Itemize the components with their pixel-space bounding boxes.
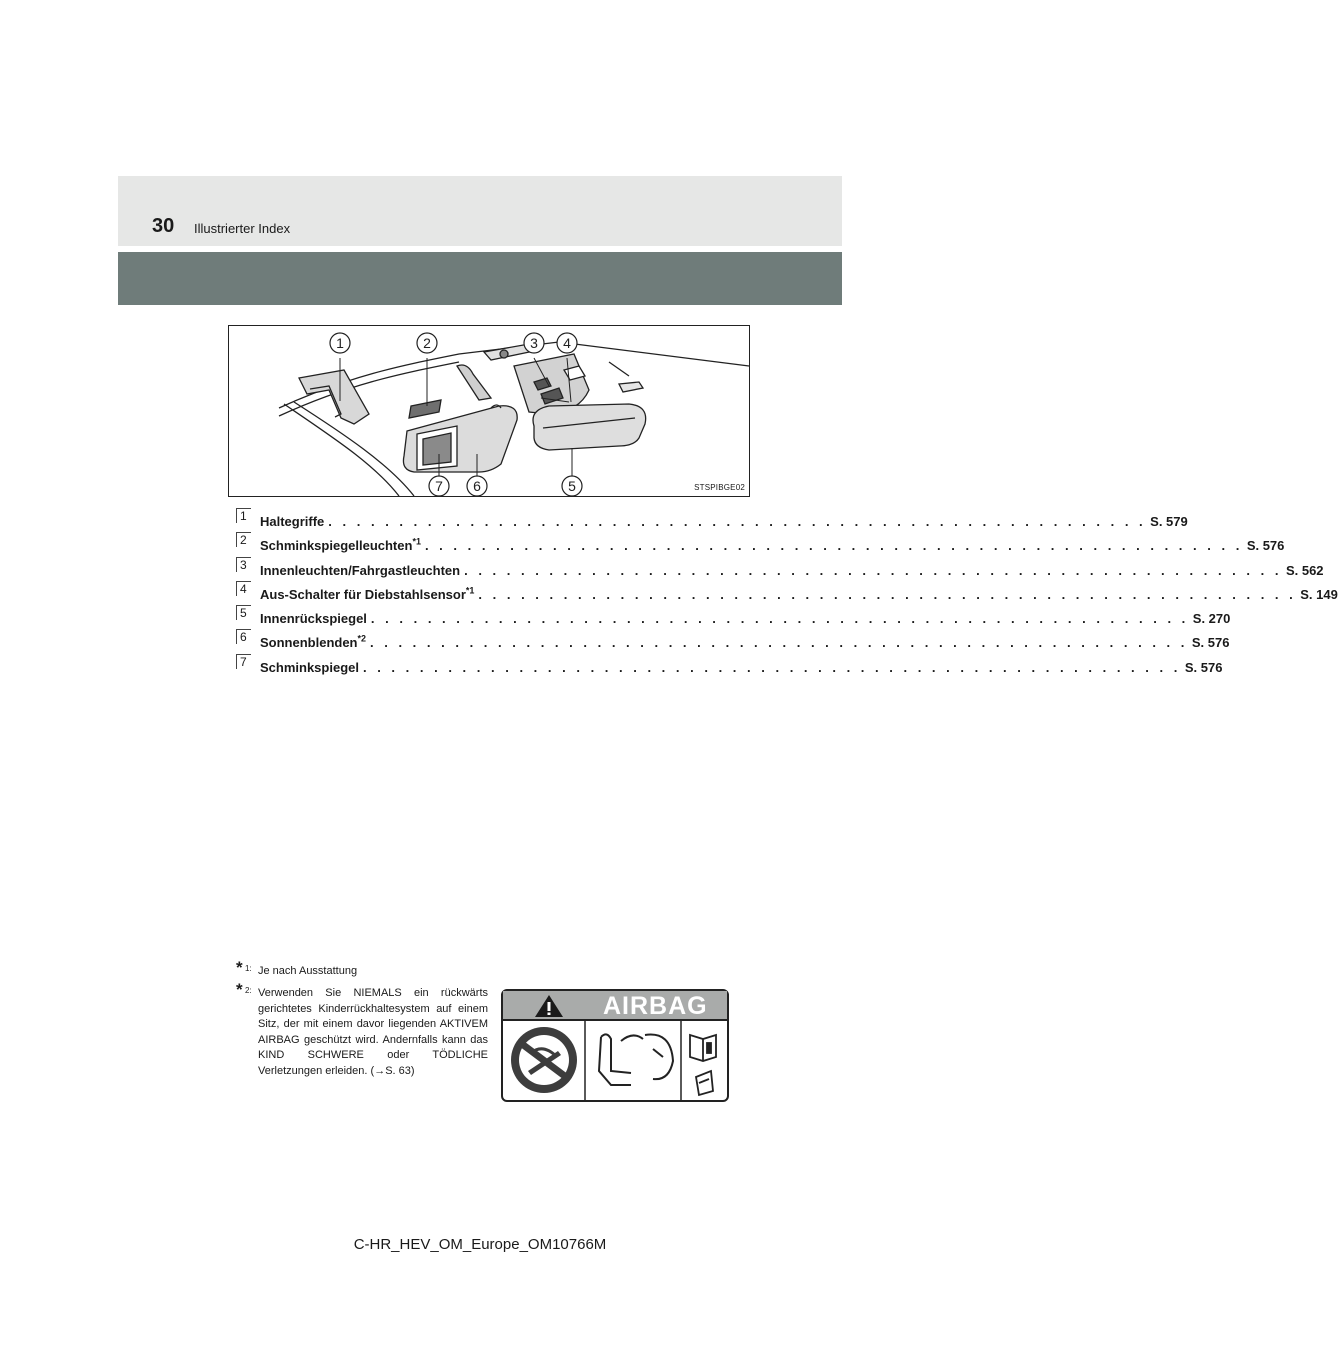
item-label: Sonnenblenden [260,635,358,651]
footnote-2 [236,980,488,1079]
page-ref-link[interactable]: S. 576 [1246,538,1285,554]
page-ref-link[interactable]: S. 576 [1191,635,1230,651]
callout-5: 5 [568,478,576,494]
footnote-asterisk: * [236,980,243,999]
section-title: Illustrierter Index [194,221,291,236]
manual-icon [690,1035,716,1095]
item-sup: *1 [412,536,421,547]
item-label: Haltegriffe [260,514,325,529]
index-list [236,508,1338,678]
index-item [236,508,1188,532]
leader-dots: . . . . . . . . . . . . . . . . . . . . . . . . . . . . . . . . . . . . . . . . . . . . . . . . . . . . . . . . . . [328,514,1147,529]
header-band-dark [118,252,842,305]
figure-code: STSPIBGE02 [694,483,745,492]
item-number: 7 [236,654,251,669]
leader-dots: . . . . . . . . . . . . . . . . . . . . . . . . . . . . . . . . . . . . . . . . . . . . . . . . . . . . . . . . . . [424,538,1243,554]
page-ref-link[interactable]: S. 149 [1300,586,1338,602]
callout-3: 3 [530,335,538,351]
leader-dots: . . . . . . . . . . . . . . . . . . . . . . . . . . . . . . . . . . . . . . . . . . . . . . . . . . . . . . . . . . [478,586,1297,602]
index-item [236,532,1285,556]
item-number: 1 [236,508,251,523]
index-item [236,629,1230,653]
item-label: Innenleuchten/Fahrgastleuchten [260,562,461,578]
leader-dots: . . . . . . . . . . . . . . . . . . . . . . . . . . . . . . . . . . . . . . . . . . . . . . . . . . . . . . . . . . [370,611,1189,627]
page-ref-link[interactable]: S. 576 [1184,659,1223,675]
footnote-text: Je nach Ausstattung [258,965,358,977]
footnote-asterisk: * [236,958,243,977]
footnote-number: 1: [245,964,252,973]
callout-1: 1 [336,335,344,351]
callout-4: 4 [563,335,571,351]
index-item [236,581,1338,605]
leader-dots: . . . . . . . . . . . . . . . . . . . . . . . . . . . . . . . . . . . . . . . . . . . . . . . . . . . . . . . . . . [464,562,1282,578]
callout-7: 7 [435,478,443,494]
index-item [236,654,1223,678]
index-item [236,605,1231,629]
item-label: Schminkspiegelleuchten [260,538,413,554]
item-label: Schminkspiegel [260,659,359,675]
no-child-seat-icon [511,1027,577,1093]
airbag-title: AIRBAG [603,992,708,1020]
callout-6: 6 [473,478,481,494]
airbag-warning-label [501,989,729,1102]
callout-2: 2 [423,335,431,351]
item-number: 5 [236,605,251,620]
item-number: 3 [236,557,251,572]
item-number: 2 [236,532,251,547]
index-item [236,557,1324,581]
interior-illustration [228,325,750,497]
item-label: Innenrückspiegel [260,611,367,627]
page-number: 30 [152,215,175,237]
item-sup: *1 [465,585,475,596]
page-ref-link[interactable]: S. 270 [1192,611,1231,627]
item-label: Aus-Schalter für Diebstahlsensor [260,586,466,602]
footnote-text: Verwenden Sie NIEMALS ein rückwärts gerichtetes Kinderrückhaltesystem auf einem Sitz, der mit einem davor liegenden AKTIVEM AIRBAG geschützt wird. Andernfalls kann das KIND SCHWERE oder TÖDLICHE Verletzungen erleiden. (→S. 63) [258,987,488,1077]
footnote-number: 2: [245,986,252,995]
leader-dots: . . . . . . . . . . . . . . . . . . . . . . . . . . . . . . . . . . . . . . . . . . . . . . . . . . . . . . . . . . [362,659,1181,675]
page-ref-link[interactable]: S. 562 [1285,562,1324,578]
page-ref-link[interactable]: S. 579 [1150,514,1188,529]
seat-airbag-icon [599,1034,673,1085]
footer-doc-id: C-HR_HEV_OM_Europe_OM10766M [353,1236,607,1253]
ceiling-drawing [229,326,749,496]
item-sup: *2 [357,634,367,645]
item-number: 4 [236,581,251,596]
leader-dots: . . . . . . . . . . . . . . . . . . . . . . . . . . . . . . . . . . . . . . . . . . . . . . . . . . . . . . . . . . [370,635,1188,651]
item-number: 6 [236,629,251,644]
